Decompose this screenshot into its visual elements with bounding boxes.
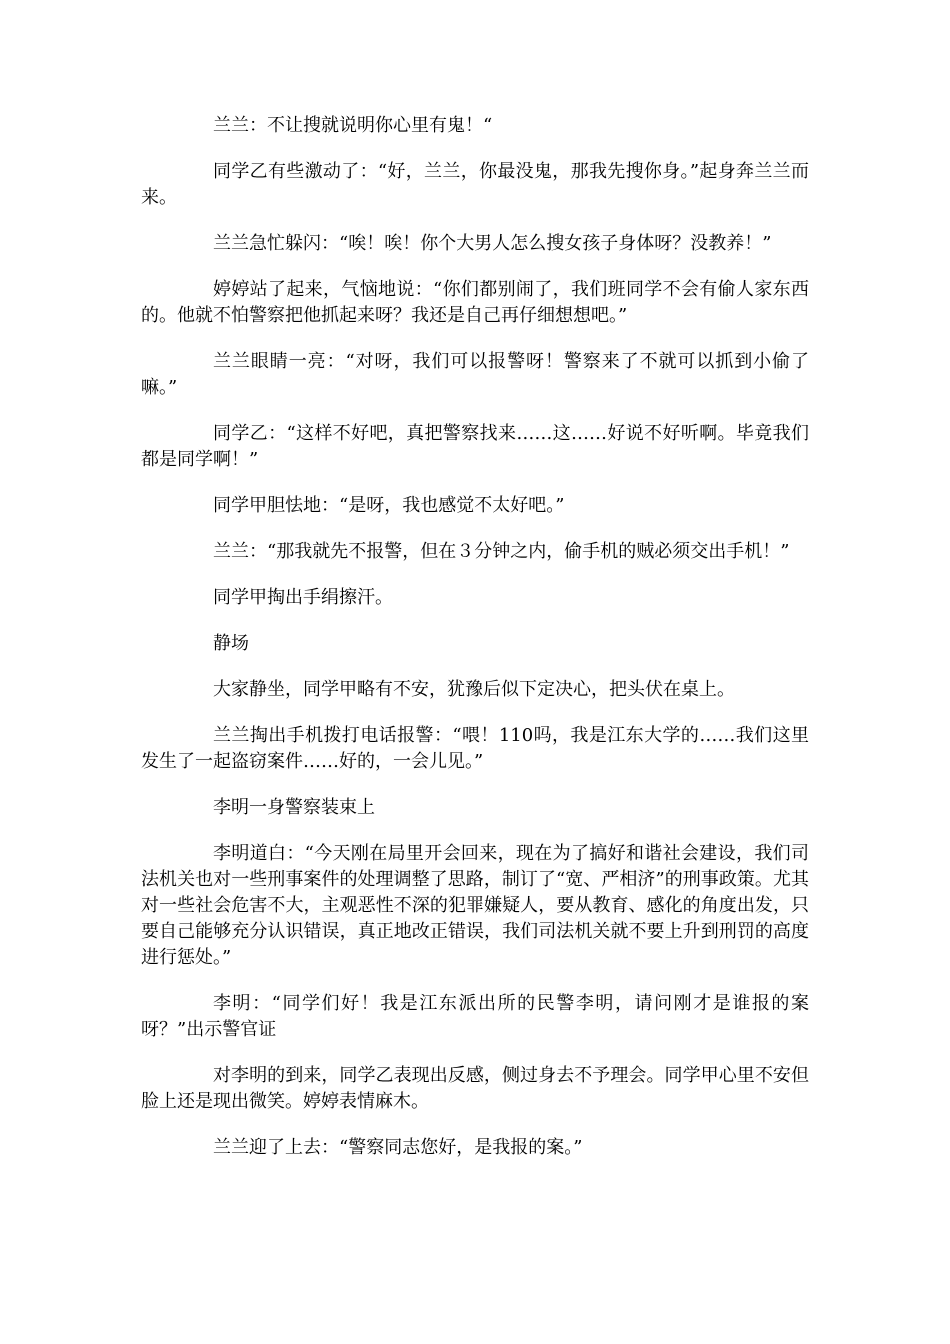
- paragraph: 李明：“同学们好！我是江东派出所的民警李明，请问刚才是谁报的案呀？”出示警官证: [141, 993, 809, 1040]
- paragraph: 兰兰急忙躲闪：“唉！唉！你个大男人怎么搜女孩子身体呀？没教养！”: [213, 233, 772, 254]
- paragraph: 婷婷站了起来，气恼地说：“你们都别闹了，我们班同学不会有偷人家东西的。他就不怕警察把他抓起来呀？我还是自己再仔细想想吧。”: [141, 279, 809, 326]
- paragraph: 同学甲胆怯地：“是呀，我也感觉不太好吧。”: [213, 495, 565, 516]
- script-text-body: [141, 113, 809, 1181]
- paragraph: 兰兰眼睛一亮：“对呀，我们可以报警呀！警察来了不就可以抓到小偷了嘛。”: [141, 351, 809, 398]
- paragraph: 李明道白：“今天刚在局里开会回来，现在为了搞好和谐社会建设，我们司法机关也对一些刑事案件的处理调整了思路，制订了“宽、严相济”的刑事政策。尤其对一些社会危害不大，主观恶性不深的犯罪嫌疑人，要从教育、感化的角度出发，只要自己能够充分认识错误，真正地改正错误，我们司法机关就不要上升到刑罚的高度进行惩处。”: [141, 843, 809, 968]
- paragraph: 对李明的到来，同学乙表现出反感，侧过身去不予理会。同学甲心里不安但脸上还是现出微笑。婷婷表情麻木。: [141, 1065, 809, 1112]
- paragraph: 兰兰掏出手机拨打电话报警：“喂！110吗，我是江东大学的……我们这里发生了一起盗窃案件……好的，一会儿见。”: [141, 725, 809, 772]
- paragraph: 兰兰：不让搜就说明你心里有鬼！“: [213, 115, 493, 136]
- stage-direction: 静场: [213, 633, 249, 654]
- stage-direction: 李明一身警察装束上: [213, 797, 375, 818]
- paragraph: 同学甲掏出手绢擦汗。: [213, 587, 393, 608]
- paragraph: 同学乙：“这样不好吧，真把警察找来……这……好说不好听啊。毕竟我们都是同学啊！”: [141, 423, 809, 470]
- paragraph: 大家静坐，同学甲略有不安，犹豫后似下定决心，把头伏在桌上。: [213, 679, 735, 700]
- paragraph: 兰兰迎了上去：“警察同志您好，是我报的案。”: [213, 1137, 583, 1158]
- paragraph: 兰兰：“那我就先不报警，但在３分钟之内，偷手机的贼必须交出手机！”: [213, 541, 790, 562]
- paragraph: 同学乙有些激动了：“好，兰兰，你最没鬼，那我先搜你身。”起身奔兰兰而来。: [141, 161, 809, 208]
